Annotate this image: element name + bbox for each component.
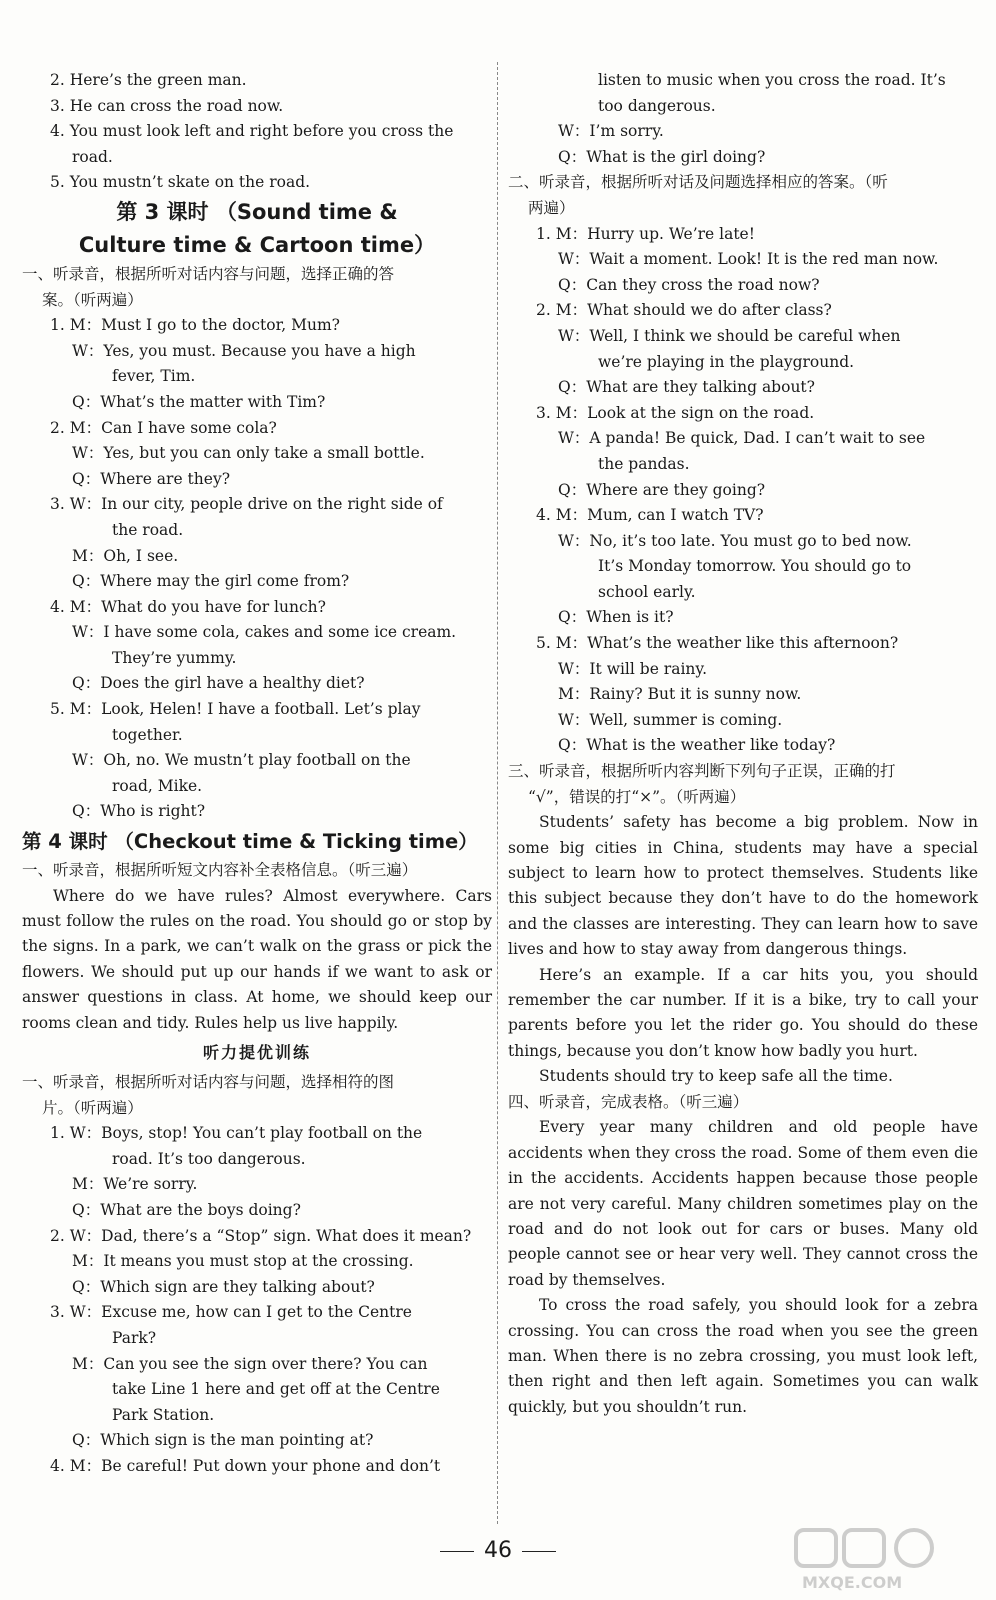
section-instruction: 两遍） [528,198,575,217]
dialogue-line: too dangerous. [598,96,716,115]
answer-line: 3. He can cross the road now. [50,96,284,115]
dialogue-line: 2. W：Dad, there’s a “Stop” sign. What does it mean? [50,1226,472,1245]
dialogue-line: W：Yes, you must. Because you have a high [72,341,416,360]
dialogue-line: 5. M：Look, Helen! I have a football. Let’s play [50,700,421,719]
dialogue-line: W：I have some cola, cakes and some ice cream. [72,623,457,642]
dialogue-line: W：Well, I think we should be careful when [558,326,901,345]
lesson3-title-line1: 第 3 课时 （Sound time & [116,199,398,224]
section-instruction: 片。（听两遍） [42,1098,143,1117]
passage-paragraph: Students’ safety has become a big problem. Now in some big cities in China, students may have a special subject to learn how to protect themselves. Students like this subject because they don’t have to do the homework and the classes are interesting. They can learn how to save lives and how to stay away from dangerous things. [508,813,978,959]
section-instruction: “√”，错误的打“×”。（听两遍） [528,787,746,806]
dialogue-line: W：It will be rainy. [558,659,708,678]
dialogue-line: M：We’re sorry. [72,1175,198,1194]
dialogue-line: 4. M：Be careful! Put down your phone and don’t [50,1456,441,1475]
dialogue-line: 3. W：In our city, people drive on the right side of [50,495,443,514]
dialogue-line: 1. M：Hurry up. We’re late! [536,224,755,243]
dialogue-line: W：Well, summer is coming. [558,710,783,729]
dialogue-line: Park Station. [112,1405,215,1424]
dialogue-line: Q：Where are they? [72,469,231,488]
passage-paragraph: Where do we have rules? Almost everywhere. Cars must follow the rules on the road. You should go or stop by the signs. In a park, we can’t walk on the grass or pick the flowers. We should put up our hands if we want to ask or answer questions in class. At home, we should keep our rooms clean and tidy. Rules help us live happily. [22,886,492,1032]
dialogue-line: It’s Monday tomorrow. You should go to [598,557,912,576]
training-title: 听力提优训练 [202,1043,311,1063]
dialogue-line: W：Yes, but you can only take a small bottle. [72,444,425,463]
passage-paragraph: Here’s an example. If a car hits you, you should remember the car number. If it is a bike, try to call your parents before you let the rider go. You should do these things, because you don’t know how badly you hurt. [508,965,978,1060]
dialogue-line: They’re yummy. [112,648,237,667]
lesson3-title-line2: Culture time & Cartoon time） [78,232,436,257]
dialogue-line: 2. M：Can I have some cola? [50,418,277,437]
dialogue-line: 4. M：Mum, can I watch TV? [536,506,764,525]
passage [508,1115,978,1420]
dialogue-line: Q：Which sign is the man pointing at? [72,1431,374,1450]
answer-line: road. [72,147,113,166]
dialogue-line: road. It’s too dangerous. [112,1149,306,1168]
dialogue-line: W：A panda! Be quick, Dad. I can’t wait to see [558,429,926,448]
dialogue-line: Park? [112,1329,157,1347]
section-instruction: 一、听录音，根据所听短文内容补全表格信息。（听三遍） [22,861,418,880]
dialogue-line: 5. M：What’s the weather like this afternoon? [536,634,899,653]
dialogue-line: fever, Tim. [112,367,196,386]
passage [508,810,978,1089]
dialogue-line: 2. M：What should we do after class? [536,301,832,320]
answer-line: 4. You must look left and right before you cross the [50,122,454,141]
dialogue-line: W：No, it’s too late. You must go to bed now. [558,531,912,550]
dialogue-line: Q：What is the girl doing? [558,147,766,166]
watermark-logo-icon [792,1528,982,1592]
dialogue-line: school early. [598,582,696,601]
dialogue-line: Q：What are they talking about? [558,378,815,397]
dialogue-line: Q：Where may the girl come from? [72,572,350,591]
dialogue-line: the pandas. [598,454,690,473]
section-instruction: 一、听录音，根据所听对话内容与问题，选择相符的图 [22,1073,395,1092]
dialogue-line: M：It means you must stop at the crossing. [72,1252,414,1271]
watermark-text: MXQE.COM [802,1573,903,1592]
column-divider [497,62,498,1524]
answer-line: 2. Here’s the green man. [50,71,247,89]
dialogue-line: 4. M：What do you have for lunch? [50,597,326,616]
dialogue-line: Q：Does the girl have a healthy diet? [72,674,365,693]
dialogue-line: W：Wait a moment. Look! It is the red man now. [558,250,939,269]
dialogue-line: take Line 1 here and get off at the Centre [112,1380,440,1399]
section-instruction: 一、听录音，根据所听对话内容与问题，选择正确的答 [22,264,395,283]
passage-paragraph: Students should try to keep safe all the time. [539,1067,893,1086]
left-column [22,68,492,1480]
page-number-value: 46 [484,1538,512,1563]
passage-paragraph: To cross the road safely, you should look for a zebra crossing. You can cross the road when you see the green man. When there is no zebra crossing, you must look left, then right and then left again. Sometimes you can walk quickly, but you shouldn’t run. [508,1296,978,1416]
section-instruction: 三、听录音，根据所听内容判断下列句子正误，正确的打 [508,762,896,781]
dialogue-line: M：Rainy? But it is sunny now. [558,685,802,704]
dialogue-line: Q：What is the weather like today? [558,736,836,755]
dialogue-line: 3. W：Excuse me, how can I get to the Centre [50,1303,412,1322]
dialogue-line: the road. [112,520,184,539]
right-column [508,68,978,1420]
dialogue-line: 1. M：Must I go to the doctor, Mum? [50,316,340,335]
section-instruction: 二、听录音，根据所听对话及问题选择相应的答案。（听 [508,173,888,192]
dialogue-line: road, Mike. [112,776,203,795]
passage-paragraph: Every year many children and old people have accidents when they cross the road. Some of them even die in the accidents. Accidents happen because those people are not very careful. Many children sometimes play on the road and do not look out for cars or buses. Many old people cannot see or hear very well. They cannot cross the road by themselves. [508,1118,978,1289]
dialogue-line: 3. M：Look at the sign on the road. [536,403,815,422]
section-instruction: 案。（听两遍） [42,290,143,309]
dialogue-line: W：Oh, no. We mustn’t play football on the [72,751,411,770]
dialogue-line: together. [112,725,183,744]
dialogue-line: listen to music when you cross the road. It’s [598,71,946,89]
dialogue-line: Q：Who is right? [72,802,206,821]
dialogue-line: Q：What are the boys doing? [72,1201,301,1220]
dialogue-line: Q：Where are they going? [558,480,766,499]
dialogue-line: 1. W：Boys, stop! You can’t play football on the [50,1124,423,1143]
dialogue-line: W：I’m sorry. [558,122,664,141]
section-instruction: 四、听录音，完成表格。（听三遍） [508,1092,749,1111]
passage [22,884,492,1036]
dialogue-line: M：Can you see the sign over there? You can [72,1354,428,1373]
dialogue-line: Q：Can they cross the road now? [558,275,820,294]
dialogue-line: Q：What’s the matter with Tim? [72,392,326,411]
answer-line: 5. You mustn’t skate on the road. [50,173,311,192]
dialogue-line: M：Oh, I see. [72,546,179,565]
dialogue-line: we’re playing in the playground. [598,352,855,371]
dialogue-line: Q：When is it? [558,608,674,627]
lesson4-title: 第 4 课时 （Checkout time & Ticking time） [22,830,478,854]
dialogue-line: Q：Which sign are they talking about? [72,1277,375,1296]
